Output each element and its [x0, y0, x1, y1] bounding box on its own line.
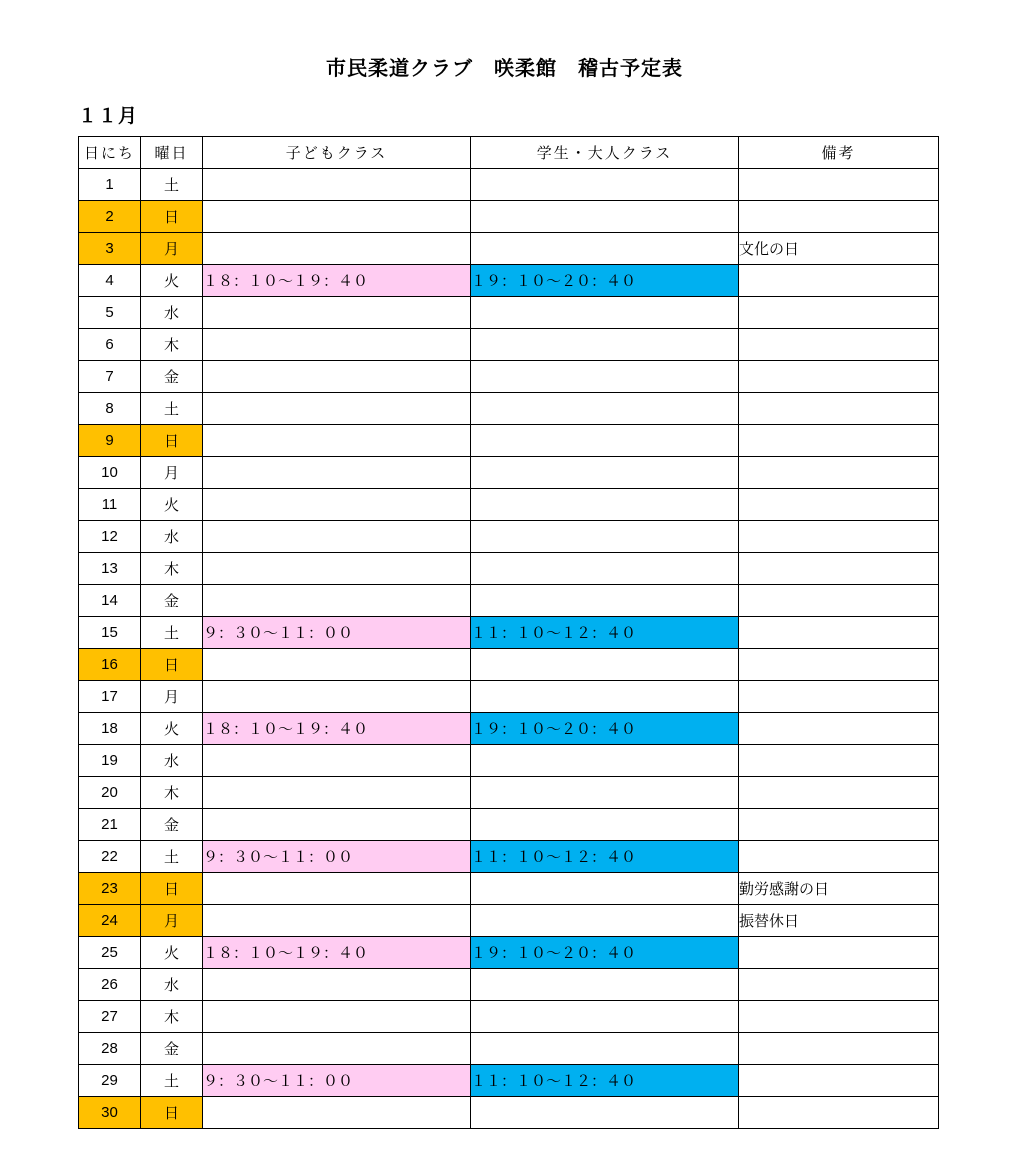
- cell-day: 24: [79, 905, 141, 937]
- cell-adult-class: [471, 329, 739, 361]
- cell-day: 12: [79, 521, 141, 553]
- cell-adult-class: [471, 233, 739, 265]
- cell-dow: 火: [141, 265, 203, 297]
- table-row: [79, 617, 939, 649]
- cell-dow: 土: [141, 1065, 203, 1097]
- table-row: [79, 905, 939, 937]
- table-row: [79, 329, 939, 361]
- table-row: [79, 777, 939, 809]
- table-row: [79, 809, 939, 841]
- cell-dow: 水: [141, 745, 203, 777]
- cell-adult-class: [471, 649, 739, 681]
- cell-note: 勤労感謝の日: [739, 873, 939, 905]
- cell-dow: 月: [141, 905, 203, 937]
- cell-adult-class: １９：１０〜２０：４０: [471, 265, 739, 297]
- cell-day: 7: [79, 361, 141, 393]
- cell-note: [739, 1097, 939, 1129]
- cell-kids-class: [203, 233, 471, 265]
- cell-dow: 火: [141, 489, 203, 521]
- cell-kids-class: [203, 489, 471, 521]
- table-row: [79, 1001, 939, 1033]
- table-row: [79, 201, 939, 233]
- cell-note: [739, 1065, 939, 1097]
- table-row: [79, 553, 939, 585]
- cell-day: 18: [79, 713, 141, 745]
- cell-note: [739, 169, 939, 201]
- cell-kids-class: ９：３０〜１１：００: [203, 617, 471, 649]
- cell-adult-class: １９：１０〜２０：４０: [471, 713, 739, 745]
- cell-dow: 水: [141, 521, 203, 553]
- cell-note: [739, 841, 939, 873]
- cell-adult-class: [471, 393, 739, 425]
- cell-dow: 月: [141, 457, 203, 489]
- cell-adult-class: [471, 1097, 739, 1129]
- cell-note: 文化の日: [739, 233, 939, 265]
- cell-kids-class: [203, 873, 471, 905]
- table-row: [79, 1065, 939, 1097]
- table-row: [79, 489, 939, 521]
- cell-note: [739, 521, 939, 553]
- cell-day: 21: [79, 809, 141, 841]
- schedule-table: [78, 136, 939, 1129]
- cell-dow: 日: [141, 873, 203, 905]
- cell-day: 29: [79, 1065, 141, 1097]
- cell-adult-class: [471, 873, 739, 905]
- cell-adult-class: [471, 169, 739, 201]
- cell-day: 28: [79, 1033, 141, 1065]
- cell-note: [739, 585, 939, 617]
- table-row: [79, 265, 939, 297]
- cell-note: [739, 649, 939, 681]
- table-row: [79, 1033, 939, 1065]
- cell-adult-class: １１：１０〜１２：４０: [471, 617, 739, 649]
- cell-dow: 火: [141, 713, 203, 745]
- cell-adult-class: [471, 809, 739, 841]
- cell-day: 11: [79, 489, 141, 521]
- cell-note: [739, 361, 939, 393]
- cell-kids-class: [203, 201, 471, 233]
- cell-dow: 木: [141, 777, 203, 809]
- cell-dow: 金: [141, 585, 203, 617]
- cell-kids-class: [203, 809, 471, 841]
- cell-adult-class: [471, 905, 739, 937]
- table-row: [79, 521, 939, 553]
- cell-note: [739, 457, 939, 489]
- cell-note: [739, 201, 939, 233]
- table-row: [79, 937, 939, 969]
- cell-day: 3: [79, 233, 141, 265]
- cell-adult-class: [471, 489, 739, 521]
- cell-kids-class: [203, 905, 471, 937]
- table-row: [79, 393, 939, 425]
- cell-note: [739, 1033, 939, 1065]
- table-row: [79, 425, 939, 457]
- header-note: 備考: [739, 137, 939, 169]
- cell-adult-class: [471, 425, 739, 457]
- cell-adult-class: [471, 777, 739, 809]
- cell-note: [739, 969, 939, 1001]
- cell-day: 23: [79, 873, 141, 905]
- table-row: [79, 169, 939, 201]
- cell-dow: 月: [141, 233, 203, 265]
- cell-kids-class: [203, 745, 471, 777]
- table-header-row: [79, 137, 939, 169]
- cell-kids-class: ９：３０〜１１：００: [203, 841, 471, 873]
- cell-day: 10: [79, 457, 141, 489]
- cell-day: 25: [79, 937, 141, 969]
- cell-adult-class: １９：１０〜２０：４０: [471, 937, 739, 969]
- cell-day: 14: [79, 585, 141, 617]
- cell-day: 2: [79, 201, 141, 233]
- cell-note: [739, 489, 939, 521]
- cell-day: 6: [79, 329, 141, 361]
- cell-adult-class: [471, 361, 739, 393]
- cell-kids-class: １８：１０〜１９：４０: [203, 937, 471, 969]
- cell-day: 19: [79, 745, 141, 777]
- cell-kids-class: [203, 553, 471, 585]
- table-row: [79, 713, 939, 745]
- cell-kids-class: [203, 169, 471, 201]
- cell-kids-class: [203, 297, 471, 329]
- cell-note: [739, 265, 939, 297]
- cell-note: [739, 553, 939, 585]
- table-row: [79, 841, 939, 873]
- cell-note: [739, 425, 939, 457]
- cell-day: 8: [79, 393, 141, 425]
- cell-adult-class: [471, 1033, 739, 1065]
- cell-adult-class: １１：１０〜１２：４０: [471, 1065, 739, 1097]
- table-row: [79, 969, 939, 1001]
- cell-kids-class: ９：３０〜１１：００: [203, 1065, 471, 1097]
- cell-adult-class: １１：１０〜１２：４０: [471, 841, 739, 873]
- cell-note: [739, 713, 939, 745]
- table-row: [79, 649, 939, 681]
- cell-day: 30: [79, 1097, 141, 1129]
- table-row: [79, 1097, 939, 1129]
- table-row: [79, 233, 939, 265]
- table-body: [79, 169, 939, 1129]
- cell-adult-class: [471, 745, 739, 777]
- cell-kids-class: [203, 521, 471, 553]
- cell-adult-class: [471, 681, 739, 713]
- table-row: [79, 873, 939, 905]
- cell-kids-class: [203, 1033, 471, 1065]
- cell-kids-class: [203, 585, 471, 617]
- cell-day: 15: [79, 617, 141, 649]
- cell-note: [739, 393, 939, 425]
- cell-day: 5: [79, 297, 141, 329]
- month-label: １１月: [78, 106, 139, 127]
- cell-dow: 金: [141, 809, 203, 841]
- table-row: [79, 457, 939, 489]
- cell-kids-class: [203, 329, 471, 361]
- cell-day: 27: [79, 1001, 141, 1033]
- cell-adult-class: [471, 969, 739, 1001]
- cell-dow: 金: [141, 361, 203, 393]
- header-adult: 学生・大人クラス: [471, 137, 739, 169]
- cell-note: [739, 1001, 939, 1033]
- cell-note: [739, 329, 939, 361]
- header-day: 日にち: [79, 137, 141, 169]
- cell-adult-class: [471, 1001, 739, 1033]
- header-dow: 曜日: [141, 137, 203, 169]
- cell-dow: 木: [141, 1001, 203, 1033]
- page-title: 市民柔道クラブ 咲柔館 稽古予定表: [326, 58, 683, 80]
- cell-kids-class: [203, 969, 471, 1001]
- cell-kids-class: [203, 681, 471, 713]
- cell-note: [739, 297, 939, 329]
- cell-kids-class: [203, 361, 471, 393]
- cell-dow: 月: [141, 681, 203, 713]
- cell-dow: 日: [141, 1097, 203, 1129]
- cell-dow: 土: [141, 617, 203, 649]
- cell-dow: 木: [141, 553, 203, 585]
- cell-dow: 水: [141, 297, 203, 329]
- cell-kids-class: [203, 457, 471, 489]
- cell-day: 4: [79, 265, 141, 297]
- cell-adult-class: [471, 521, 739, 553]
- header-kids: 子どもクラス: [203, 137, 471, 169]
- cell-dow: 木: [141, 329, 203, 361]
- table-row: [79, 297, 939, 329]
- cell-kids-class: １８：１０〜１９：４０: [203, 265, 471, 297]
- table-row: [79, 745, 939, 777]
- cell-day: 22: [79, 841, 141, 873]
- cell-note: [739, 809, 939, 841]
- cell-kids-class: [203, 393, 471, 425]
- cell-dow: 日: [141, 425, 203, 457]
- cell-kids-class: １８：１０〜１９：４０: [203, 713, 471, 745]
- cell-dow: 金: [141, 1033, 203, 1065]
- cell-day: 26: [79, 969, 141, 1001]
- cell-kids-class: [203, 649, 471, 681]
- cell-dow: 土: [141, 393, 203, 425]
- table-row: [79, 681, 939, 713]
- cell-kids-class: [203, 425, 471, 457]
- cell-note: [739, 937, 939, 969]
- cell-day: 13: [79, 553, 141, 585]
- cell-adult-class: [471, 297, 739, 329]
- table-row: [79, 585, 939, 617]
- cell-adult-class: [471, 553, 739, 585]
- cell-dow: 火: [141, 937, 203, 969]
- cell-note: [739, 681, 939, 713]
- table-row: [79, 361, 939, 393]
- cell-note: [739, 777, 939, 809]
- cell-day: 17: [79, 681, 141, 713]
- cell-dow: 土: [141, 169, 203, 201]
- cell-kids-class: [203, 1097, 471, 1129]
- cell-kids-class: [203, 1001, 471, 1033]
- cell-dow: 土: [141, 841, 203, 873]
- cell-day: 20: [79, 777, 141, 809]
- cell-day: 1: [79, 169, 141, 201]
- cell-dow: 水: [141, 969, 203, 1001]
- cell-note: [739, 745, 939, 777]
- cell-note: [739, 617, 939, 649]
- cell-day: 16: [79, 649, 141, 681]
- cell-adult-class: [471, 457, 739, 489]
- cell-adult-class: [471, 201, 739, 233]
- cell-dow: 日: [141, 201, 203, 233]
- cell-note: 振替休日: [739, 905, 939, 937]
- cell-dow: 日: [141, 649, 203, 681]
- cell-kids-class: [203, 777, 471, 809]
- cell-adult-class: [471, 585, 739, 617]
- cell-day: 9: [79, 425, 141, 457]
